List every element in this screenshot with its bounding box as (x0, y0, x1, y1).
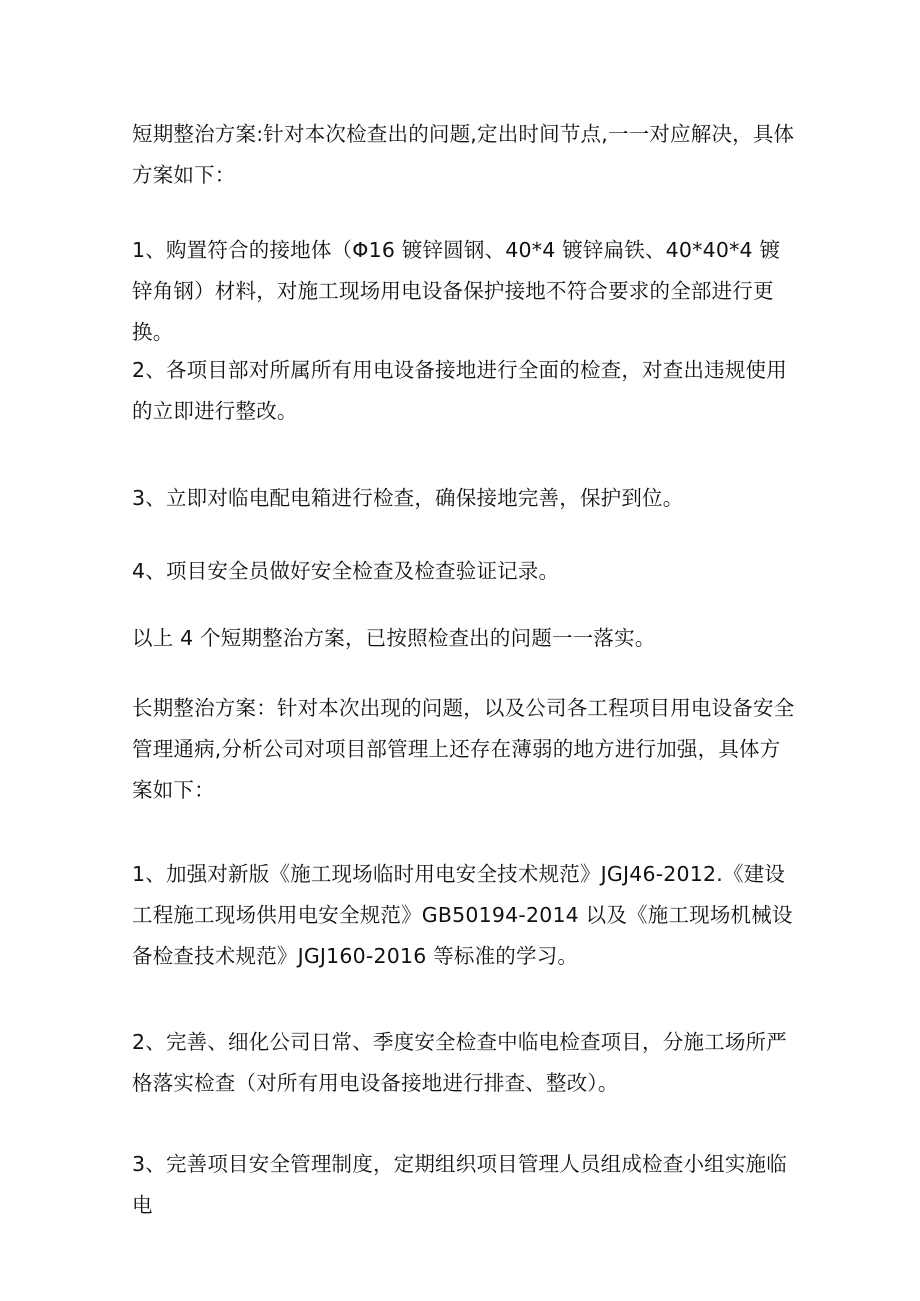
long-term-item-3: 3、完善项目安全管理制度，定期组织项目管理人员组成检查小组实施临电 (132, 1152, 787, 1217)
short-term-item-2: 2、各项目部对所属所有用电设备接地进行全面的检查，对查出违规使用的立即进行整改。 (132, 358, 787, 423)
short-term-plan-intro: 短期整治方案:针对本次检查出的问题,定出时间节点,一一对应解决，具体方案如下： (132, 122, 795, 187)
long-term-item-1: 1、加强对新版《施工现场临时用电安全技术规范》JGJ46-2012.《建设工程施工现场供用电安全规范》GB50194-2014 以及《施工现场机械设备检查技术规范》JGJ160-2016 等标准的学习。 (132, 862, 793, 968)
long-term-plan-intro: 长期整治方案：针对本次出现的问题，以及公司各工程项目用电设备安全管理通病,分析公司对项目部管理上还存在薄弱的地方进行加强，具体方案如下： (132, 696, 795, 802)
short-term-summary: 以上 4 个短期整治方案，已按照检查出的问题一一落实。 (132, 626, 656, 650)
long-term-item-2: 2、完善、细化公司日常、季度安全检查中临电检查项目，分施工场所严格落实检查（对所有用电设备接地进行排查、整改）。 (132, 1030, 787, 1095)
short-term-item-3: 3、立即对临电配电箱进行检查，确保接地完善，保护到位。 (132, 486, 684, 510)
short-term-item-1: 1、购置符合的接地体（Φ16 镀锌圆钢、40*4 镀锌扁铁、40*40*4 镀锌角钢）材料，对施工现场用电设备保护接地不符合要求的全部进行更换。 (132, 238, 781, 344)
short-term-item-4: 4、项目安全员做好安全检查及检查验证记录。 (132, 559, 560, 583)
